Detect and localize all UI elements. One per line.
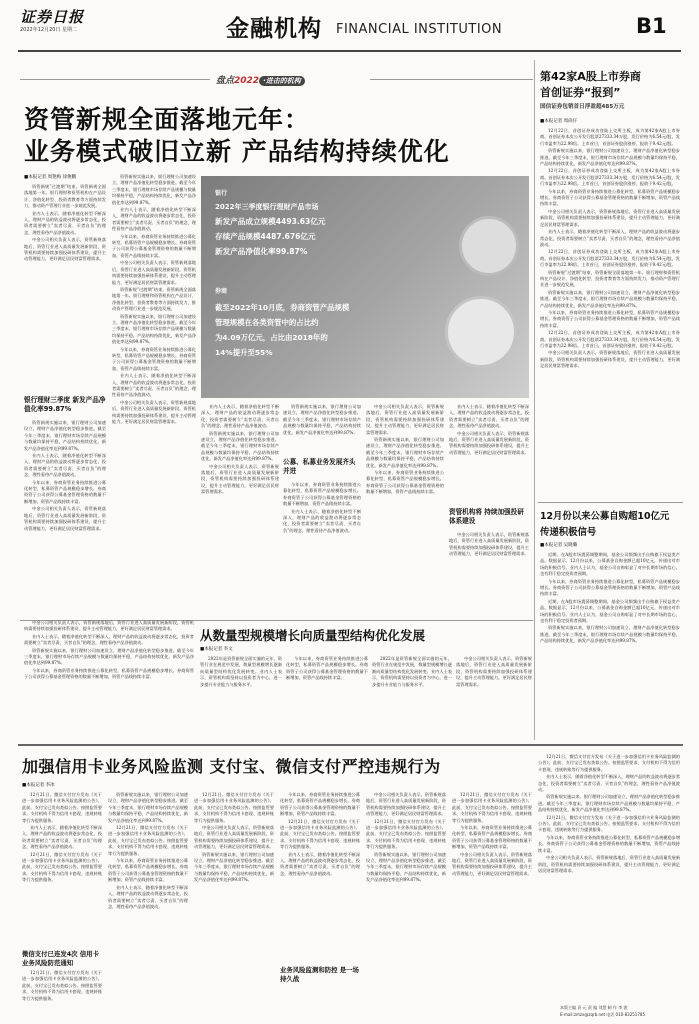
column-divider bbox=[534, 60, 535, 740]
body-paragraph: 中金公司相关负责人表示，资管新规落地后，资管行业进入高质量发展新阶段，资管机构需要持续加强投研体系建设，提升主动管理能力，更好满足居民财富管理需求。 bbox=[452, 851, 532, 876]
bottom-col1 bbox=[22, 792, 102, 948]
banner-text bbox=[216, 73, 305, 86]
bottom-col6 bbox=[452, 792, 532, 1004]
banner-left-rule bbox=[20, 79, 210, 80]
second-col3 bbox=[286, 656, 368, 742]
info-line-3: 存续产品规模4487.676亿元 bbox=[215, 232, 316, 241]
body-paragraph: 中金公司相关负责人表示，资管新规落地后，资管行业进入高质量发展新阶段，资管机构需要持续加强投研体系建设，提升主动管理能力，更好满足居民财富管理需求。 bbox=[538, 855, 680, 873]
main-story bbox=[20, 58, 533, 618]
body-paragraph: 资管新规实施以来，银行理财公司加速设立，理财产品净值化转型稳步推进。截至今年三季度末，银行理财市场存续产品规模与数量均保持平稳，产品结构持续优化，新发产品净值化率达到99.87%。 bbox=[112, 174, 196, 205]
main-byline: ■本报记者 周艳梅 徐俊鹏 bbox=[24, 175, 77, 180]
body-paragraph: 业内人士表示，随着净值化转型不断深入，理财产品的收益波动将逐步常态化，投资者需要树立“卖者尽责、买者自负”的理念，理性看待产品净值波动。 bbox=[24, 453, 106, 478]
small-byline: ■本报记者 吴晓璐 bbox=[540, 543, 578, 548]
small-story bbox=[538, 502, 683, 742]
small-headline-line2: 传递积极信号 bbox=[540, 527, 597, 538]
body-paragraph: 资管新规“过渡期”结束，资管新规全面落地第一年。银行理财和资管机构在产品设计、净值化转型、投资者教育等方面持续发力，推动资产管理行业进一步规范发展。 bbox=[112, 286, 196, 312]
series-banner bbox=[20, 72, 533, 88]
small-headline-line1: 12月份以来公募自购超10亿元 bbox=[540, 511, 670, 522]
bottom-byline: ■本报记者 李冰 bbox=[22, 783, 55, 788]
body-paragraph: 近期，在A股市场震荡调整期间，基金公司频频出手自购旗下权益类产品。数据显示，12月份以来，公募基金自购金额已超10亿元，传递出对市场的积极信号。业内人士认为，基金公司自购彰显了对中长期市场的信心，也有利于稳定投资者预期。 bbox=[540, 552, 680, 577]
body-paragraph: 2022年是资管新规全面实施的元年，资管行业在规范中发展，数量型规模增长逐渐向质量型结构优化发展转变。业内人士表示，资管机构需坚持以投资者为中心，进一步提升专业能力与服务水平。 bbox=[372, 656, 452, 687]
body-paragraph: 中金公司相关负责人表示，资管新规落地后，资管行业进入高质量发展新阶段，资管机构需要持续加强投研体系建设，提升主动管理能力，更好满足居民财富管理需求。 bbox=[24, 237, 106, 262]
body-paragraph: 中金公司相关负责人表示，资管新规落地后，资管行业进入高质量发展新阶段，资管机构需要持续加强投研体系建设，提升主动管理能力，更好满足居民财富管理需求。 bbox=[194, 825, 274, 850]
body-paragraph: 12月22日，首创证券成功登陆上交所主板，成为第42家A股上市券商。首创证券本次公开发行股票27333.34万股，发行价格为6.54元/股，发行市盈率为22.98倍。上市首日，首创证券股价涨停，报收于9.42元/股。 bbox=[540, 249, 680, 268]
main-col4-body-lower bbox=[283, 482, 361, 616]
coin-shape bbox=[445, 296, 517, 368]
bottom-story bbox=[18, 744, 683, 1006]
page-number: B1 bbox=[636, 14, 667, 38]
body-paragraph: 12月21日，微信支付官方发布《关于进一步加强信用卡业务风险监测的公告》。此前，支付宝已发布类似公告。按照监管要求，支付机构不得为信用卡套现、违规转账等行为提供服务。 bbox=[538, 814, 680, 833]
bottom-story-rule bbox=[18, 744, 683, 746]
main-headline-line1: 资管新规全面落地元年： bbox=[24, 105, 311, 134]
body-paragraph: 12月21日，微信支付官方发布《关于进一步加强信用卡业务风险监测的公告》。此前，支付宝已发布类似公告。按照监管要求，支付机构不得为信用卡套现、违规转账等行为提供服务。 bbox=[452, 792, 532, 823]
body-paragraph: 资管新规实施以来，银行理财公司加速设立，理财产品净值化转型稳步推进。截至今年三季度末，银行理财市场存续产品规模与数量均保持平稳，产品结构持续优化，新发产品净值化率达到99.87%。 bbox=[24, 647, 194, 666]
footer-editor: 本版主编 袁 元 责 编 刘慧 制 作 李 波 bbox=[560, 1005, 628, 1010]
body-paragraph: 今年以来，券商资管业务持续推进公募化转型，私募资管产品规模稳步增长。券商资管子公司获得公募基金管理资格的数量不断增加，资管产品线持续丰富。 bbox=[286, 656, 368, 681]
bottom-headline: 加强信用卡业务风险监测 支付宝、微信支付严控违规行为 bbox=[22, 757, 441, 776]
body-paragraph: 资管新规“过渡期”结束，资管新规全面落地第一年。银行理财和资管机构在产品设计、净值化转型、投资者教育等方面持续发力，推动资产管理行业进一步规范发展。 bbox=[540, 269, 680, 288]
body-paragraph: 资管新规实施以来，银行理财公司加速设立，理财产品净值化转型稳步推进。截至今年三季度末，银行理财市场存续产品规模与数量均保持平稳，产品结构持续优化，新发产品净值化率达到99.87%。 bbox=[540, 289, 680, 308]
subhead-1: 银行理财三季度 新发产品净值化率99.87% bbox=[24, 396, 106, 413]
info-graphic bbox=[201, 176, 529, 398]
banner-right-rule bbox=[370, 79, 533, 80]
body-paragraph: 业内人士表示，随着净值化转型不断深入，理财产品的收益波动将逐步常态化，投资者需要树立“卖者尽责、买者自负”的理念，理性看待产品净值波动。 bbox=[538, 774, 680, 793]
body-paragraph: 资管新规实施以来，银行理财公司加速设立，理财产品净值化转型稳步推进。截至今年三季度末，银行理财市场存续产品规模与数量均保持平稳，产品结构持续优化，新发产品净值化率达到99.87%。 bbox=[194, 851, 274, 883]
second-col1 bbox=[24, 620, 194, 742]
body-paragraph: 今年以来，券商资管业务持续推进公募化转型，私募资管产品规模稳步增长。券商资管子公司获得公募基金管理资格的数量不断增加，资管产品线持续丰富。 bbox=[283, 482, 361, 507]
main-col3-body bbox=[201, 404, 279, 616]
main-intro-col1 bbox=[24, 184, 106, 394]
body-paragraph: 资管新规实施以来，银行理财公司加速设立，理财产品净值化转型稳步推进。截至今年三季度末，银行理财市场存续产品规模与数量均保持平稳，产品结构持续优化，新发产品净值化率达到99.87%。 bbox=[538, 794, 680, 813]
body-paragraph: 业内人士表示，随着净值化转型不断深入，理财产品的收益波动将逐步常态化，投资者需要树立“卖者尽责、买者自负”的理念，理性看待产品净值波动。 bbox=[22, 825, 102, 850]
body-paragraph: 12月21日，微信支付官方发布《关于进一步加强信用卡业务风险监测的公告》。此前，支付宝已发布类似公告。按照监管要求，支付机构不得为信用卡套现、违规转账等行为提供服务。 bbox=[538, 754, 680, 772]
banner-prefix: 盘点 bbox=[216, 76, 235, 86]
info-line-8: 14%提升至55% bbox=[215, 348, 273, 357]
body-paragraph: 12月21日，微信支付官方发布《关于进一步加强信用卡业务风险监测的公告》。此前，支付宝已发布类似公告。按照监管要求，支付机构不得为信用卡套现、违规转账等行为提供服务。 bbox=[22, 792, 102, 823]
body-paragraph: 中金公司相关负责人表示，资管新规落地后，资管行业进入高质量发展新阶段，资管机构需要持续加强投研体系建设，提升主动管理能力，更好满足居民财富管理需求。 bbox=[24, 620, 194, 632]
bottom-col7 bbox=[538, 754, 680, 984]
main-col2-body bbox=[112, 174, 196, 616]
bottom-col4 bbox=[280, 792, 360, 964]
body-paragraph: 中金公司相关负责人表示，资管新规落地后，资管行业进入高质量发展新阶段，资管机构需要持续加强投研体系建设，提升主动管理能力，更好满足居民财富管理需求。 bbox=[366, 404, 444, 435]
body-paragraph: 中金公司相关负责人表示，资管新规落地后，资管行业进入高质量发展新阶段，资管机构需要持续加强投研体系建设，提升主动管理能力，更好满足居民财富管理需求。 bbox=[366, 792, 446, 817]
info-line-6: 管理规模在各类资管中的占比约 bbox=[215, 318, 319, 327]
main-col4-body bbox=[283, 404, 361, 456]
body-paragraph: 业内人士表示，随着净值化转型不断深入，理财产品的收益波动将逐步常态化，投资者需要树立“卖者尽责、买者自负”的理念，理性看待产品净值波动。 bbox=[24, 210, 106, 235]
badge-broker: 券商 bbox=[215, 288, 228, 295]
body-paragraph: 资管新规实施以来，银行理财公司加速设立，理财产品净值化转型稳步推进。截至今年三季度末，银行理财市场存续产品规模与数量均保持平稳，产品结构持续优化，新发产品净值化率达到99.87%。 bbox=[540, 148, 680, 167]
footer-contact: E-mail:zmzx@zqrb.net 电话 010-83251785 bbox=[560, 1012, 645, 1017]
body-paragraph: 业内人士表示，随着净值化转型不断深入，理财产品的收益波动将逐步常态化，投资者需要树立“卖者尽责、买者自负”的理念，理性看待产品净值波动。 bbox=[108, 884, 188, 909]
body-paragraph: 业内人士表示，随着净值化转型不断深入，理财产品的收益波动将逐步常态化，投资者需要树立“卖者尽责、买者自负”的理念，理性看待产品净值波动。 bbox=[201, 404, 279, 429]
main-col1-body bbox=[24, 420, 106, 616]
bottom-col1-lower bbox=[22, 970, 102, 1004]
masthead bbox=[0, 0, 699, 58]
body-paragraph: 中金公司相关负责人表示，资管新规落地后，资管行业进入高质量发展新阶段，资管机构需要持续加强投研体系建设，提升主动管理能力，更好满足居民财富管理需求。 bbox=[449, 532, 529, 557]
info-line-7: 为4.09万亿元，占比由2018年的 bbox=[215, 333, 328, 342]
bottom-subhead-1: 微信支付已连发4次 信用卡业务风险防范通知 bbox=[22, 950, 99, 967]
body-paragraph: 今年以来，券商资管业务持续推进公募化转型，私募资管产品规模稳步增长。券商资管子公司获得公募基金管理资格的数量不断增加，资管产品线持续丰富。 bbox=[24, 667, 194, 680]
body-paragraph: 12月21日，微信支付官方发布《关于进一步加强信用卡业务风险监测的公告》。此前，支付宝已发布类似公告。按照监管要求，支付机构不得为信用卡套现、违规转账等行为提供服务。 bbox=[194, 792, 274, 823]
date-line: 2022年12月20日 星期二 bbox=[20, 27, 78, 33]
body-paragraph: 今年以来，券商资管业务持续推进公募化转型，私募资管产品规模稳步增长。券商资管子公司获得公募基金管理资格的数量不断增加，资管产品线持续丰富。 bbox=[538, 834, 680, 853]
bottom-subhead-2: 业务风险监测和防控 是一场持久战 bbox=[280, 966, 359, 983]
info-line-5: 截至2022年10月底，券商资管产品规模 bbox=[215, 303, 350, 312]
body-paragraph: 今年以来，券商资管业务持续推进公募化转型，私募资管产品规模稳步增长。券商资管子公司获得公募基金管理资格的数量不断增加，资管产品线持续丰富。 bbox=[280, 792, 360, 817]
body-paragraph: 资管新规实施以来，银行理财公司加速设立，理财产品净值化转型稳步推进。截至今年三季度末，银行理财市场存续产品规模与数量均保持平稳，产品结构持续优化，新发产品净值化率达到99.87%。 bbox=[108, 792, 188, 823]
main-col5-body bbox=[366, 404, 444, 616]
body-paragraph: 今年以来，券商资管业务持续推进公募化转型，私募资管产品规模稳步增长。券商资管子公司获得公募基金管理资格的数量不断增加，资管产品线持续丰富。 bbox=[24, 479, 106, 504]
body-paragraph: 12月21日，微信支付官方发布《关于进一步加强信用卡业务风险监测的公告》。此前，支付宝已发布类似公告。按照监管要求，支付机构不得为信用卡套现、违规转账等行为提供服务。 bbox=[22, 970, 102, 1001]
body-paragraph: 12月22日，首创证券成功登陆上交所主板，成为第42家A股上市券商。首创证券本次公开发行股票27333.34万股，发行价格为6.54元/股，发行市盈率为22.98倍。上市首日，首创证券股价涨停，报收于9.42元/股。 bbox=[540, 128, 680, 146]
body-paragraph: 业内人士表示，随着净值化转型不断深入，理财产品的收益波动将逐步常态化，投资者需要树立“卖者尽责、买者自负”的理念，理性看待产品净值波动。 bbox=[112, 207, 196, 232]
body-paragraph: 12月21日，微信支付官方发布《关于进一步加强信用卡业务风险监测的公告》。此前，支付宝已发布类似公告。按照监管要求，支付机构不得为信用卡套现、违规转账等行为提供服务。 bbox=[22, 851, 102, 883]
body-paragraph: 今年以来，券商资管业务持续推进公募化转型，私募资管产品规模稳步增长。券商资管子公司获得公募基金管理资格的数量不断增加，资管产品线持续丰富。 bbox=[540, 578, 680, 597]
body-paragraph: 业内人士表示，随着净值化转型不断深入，理财产品的收益波动将逐步常态化，投资者需要树立“卖者尽责、买者自负”的理念，理性看待产品净值波动。 bbox=[283, 508, 361, 533]
body-paragraph: 今年以来，券商资管业务持续推进公募化转型，私募资管产品规模稳步增长。券商资管子公司获得公募基金管理资格的数量不断增加，资管产品线持续丰富。 bbox=[540, 309, 680, 328]
second-col4 bbox=[372, 656, 452, 742]
side-subheadline: 国信证券包销首日浮盈超485万元 bbox=[540, 104, 625, 110]
body-paragraph: 中金公司相关负责人表示，资管新规落地后，资管行业进入高质量发展新阶段，资管机构需要持续加强投研体系建设，提升主动管理能力，更好满足居民财富管理需求。 bbox=[24, 506, 106, 531]
body-paragraph: 12月22日，首创证券成功登陆上交所主板，成为第42家A股上市券商。首创证券本次公开发行股票27333.34万股，发行价格为6.54元/股，发行市盈率为22.98倍。上市首日，首创证券股价涨停，报收于9.42元/股。 bbox=[540, 168, 680, 187]
body-paragraph: 业内人士表示，随着净值化转型不断深入，理财产品的收益波动将逐步常态化，投资者需要树立“卖者尽责、买者自负”的理念，理性看待产品净值波动。 bbox=[280, 851, 360, 876]
second-headline: 从数量型规模增长向质量型结构优化发展 bbox=[200, 628, 426, 643]
body-paragraph: 业内人士表示，随着净值化转型不断深入，理财产品的收益波动将逐步常态化，投资者需要树立“卖者尽责、买者自负”的理念，理性看待产品净值波动。 bbox=[112, 373, 196, 398]
body-paragraph: 中金公司相关负责人表示，资管新规落地后，资管行业进入高质量发展新阶段，资管机构需要持续加强投研体系建设，提升主动管理能力，更好满足居民财富管理需求。 bbox=[112, 260, 196, 285]
body-paragraph: 资管新规实施以来，银行理财公司加速设立，理财产品净值化转型稳步推进。截至今年三季度末，银行理财市场存续产品规模与数量均保持平稳，产品结构持续优化，新发产品净值化率达到99.87%。 bbox=[112, 313, 196, 345]
subhead-3: 资管机构将 持续加强投研体系建设 bbox=[449, 508, 524, 525]
body-paragraph: 12月21日，微信支付官方发布《关于进一步加强信用卡业务风险监测的公告》。此前，支付宝已发布类似公告。按照监管要求，支付机构不得为信用卡套现、违规转账等行为提供服务。 bbox=[366, 818, 446, 850]
body-paragraph: 中金公司相关负责人表示，资管新规落地后，资管行业进入高质量发展新阶段，资管机构需要持续加强投研体系建设，提升主动管理能力，更好满足居民财富管理需求。 bbox=[449, 430, 529, 455]
body-paragraph: 中金公司相关负责人表示，资管新规落地后，资管行业进入高质量发展新阶段，资管机构需要持续加强投研体系建设，提升主动管理能力，更好满足居民财富管理需求。 bbox=[456, 656, 532, 687]
second-story bbox=[20, 620, 533, 742]
side-story bbox=[538, 60, 683, 500]
section-name-en: FINANCIAL INSTITUTION bbox=[336, 22, 503, 37]
body-paragraph: 今年以来，券商资管业务持续推进公募化转型，私募资管产品规模稳步增长。券商资管子公司获得公募基金管理资格的数量不断增加，资管产品线持续丰富。 bbox=[112, 233, 196, 258]
coin-shape bbox=[459, 216, 519, 276]
body-paragraph: 中金公司相关负责人表示，资管新规落地后，资管行业进入高质量发展新阶段，资管机构需要持续加强投研体系建设，提升主动管理能力，更好满足居民财富管理需求。 bbox=[112, 399, 196, 425]
body-paragraph: 资管新规实施以来，银行理财公司加速设立，理财产品净值化转型稳步推进。截至今年三季度末，银行理财市场存续产品规模与数量均保持平稳，产品结构持续优化，新发产品净值化率达到99.87%。 bbox=[366, 437, 444, 468]
body-paragraph: 资管新规实施以来，银行理财公司加速设立，理财产品净值化转型稳步推进。截至今年三季度末，银行理财市场存续产品规模与数量均保持平稳，产品结构持续优化，新发产品净值化率达到99.87%。 bbox=[201, 430, 279, 462]
body-paragraph: 2022年是资管新规全面实施的元年，资管行业在规范中发展，数量型规模增长逐渐向质量型结构优化发展转变。业内人士表示，资管机构需坚持以投资者为中心，进一步提升专业能力与服务水平。 bbox=[200, 656, 282, 687]
coin-stack-graphic bbox=[439, 206, 519, 376]
bottom-col3 bbox=[194, 792, 274, 1004]
main-headline-line2: 业务模式破旧立新 产品结构持续优化 bbox=[24, 137, 450, 166]
body-paragraph: 今年以来，券商资管业务持续推进公募化转型，私募资管产品规模稳步增长。券商资管子公司获得公募基金管理资格的数量不断增加，资管产品线持续丰富。 bbox=[452, 825, 532, 850]
banner-suffix: ·进击的机构 bbox=[259, 76, 305, 86]
info-line-1: 2022年三季度银行理财产品市场 bbox=[215, 203, 319, 211]
section-name: 金融机构 bbox=[226, 16, 322, 42]
body-paragraph: 12月22日，首创证券成功登陆上交所主板，成为第42家A股上市券商。首创证券本次公开发行股票27333.34万股，发行价格为6.54元/股，发行市盈率为22.98倍。上市首日，首创证券股价涨停，报收于9.42元/股。 bbox=[540, 330, 680, 348]
body-paragraph: 今年以来，券商资管业务持续推进公募化转型，私募资管产品规模稳步增长。券商资管子公司获得公募基金管理资格的数量不断增加，资管产品线持续丰富。 bbox=[540, 188, 680, 207]
body-paragraph: 资管新规实施以来，银行理财公司加速设立，理财产品净值化转型稳步推进。截至今年三季度末，银行理财市场存续产品规模与数量均保持平稳，产品结构持续优化，新发产品净值化率达到99.87%。 bbox=[24, 420, 106, 451]
side-body bbox=[540, 128, 680, 498]
side-headline-line2: 首创证券“报到” bbox=[540, 86, 621, 99]
side-byline: ■本报记者 周尚仔 bbox=[540, 119, 578, 124]
body-paragraph: 资管新规实施以来，银行理财公司加速设立，理财产品净值化转型稳步推进。截至今年三季度末，银行理财市场存续产品规模与数量均保持平稳，产品结构持续优化，新发产品净值化率达到99.87%。 bbox=[283, 404, 361, 435]
bottom-col2 bbox=[108, 792, 188, 1004]
body-paragraph: 资管新规实施以来，银行理财公司加速设立，理财产品净值化转型稳步推进。截至今年三季度末，银行理财市场存续产品规模与数量均保持平稳，产品结构持续优化，新发产品净值化率达到99.87%。 bbox=[540, 625, 680, 644]
body-paragraph: 业内人士表示，随着净值化转型不断深入，理财产品的收益波动将逐步常态化，投资者需要树立“卖者尽责、买者自负”的理念，理性看待产品净值波动。 bbox=[449, 404, 529, 429]
body-paragraph: 今年以来，券商资管业务持续推进公募化转型，私募资管产品规模稳步增长。券商资管子公司获得公募基金管理资格的数量不断增加，资管产品线持续丰富。 bbox=[366, 470, 444, 495]
main-col6-body bbox=[449, 404, 529, 504]
body-paragraph: 12月21日，微信支付官方发布《关于进一步加强信用卡业务风险监测的公告》。此前，支付宝已发布类似公告。按照监管要求，支付机构不得为信用卡套现、违规转账等行为提供服务。 bbox=[280, 818, 360, 850]
body-paragraph: 中金公司相关负责人表示，资管新规落地后，资管行业进入高质量发展新阶段，资管机构需要持续加强投研体系建设，提升主动管理能力，更好满足居民财富管理需求。 bbox=[540, 208, 680, 227]
second-byline: ■本报记者 李文 bbox=[200, 647, 233, 652]
second-col5 bbox=[456, 656, 532, 742]
paper-logo: 证券日报 bbox=[20, 8, 85, 26]
main-col6-body-lower bbox=[449, 532, 529, 616]
small-body bbox=[540, 552, 680, 742]
intro-paragraph: 资管新规“过渡期”结束，资管新规全面落地第一年。银行理财和资管机构在产品设计、净值化转型、投资者教育等方面持续发力，推动资产管理行业进一步规范发展。 bbox=[24, 184, 106, 209]
body-paragraph: 今年以来，券商资管业务持续推进公募化转型，私募资管产品规模稳步增长。券商资管子公司获得公募基金管理资格的数量不断增加，资管产品线持续丰富。 bbox=[112, 346, 196, 371]
body-paragraph: 今年以来，券商资管业务持续推进公募化转型，私募资管产品规模稳步增长。券商资管子公司获得公募基金管理资格的数量不断增加，资管产品线持续丰富。 bbox=[108, 858, 188, 883]
masthead-rule bbox=[18, 50, 681, 52]
info-line-4: 新发产品净值化率99.87% bbox=[215, 247, 308, 256]
footer bbox=[560, 1005, 684, 1023]
body-paragraph: 中金公司相关负责人表示，资管新规落地后，资管行业进入高质量发展新阶段，资管机构需要持续加强投研体系建设，提升主动管理能力，更好满足居民财富管理需求。 bbox=[540, 350, 680, 369]
second-col2 bbox=[200, 656, 282, 742]
body-paragraph: 中金公司相关负责人表示，资管新规落地后，资管行业进入高质量发展新阶段，资管机构需要持续加强投研体系建设，提升主动管理能力，更好满足居民财富管理需求。 bbox=[201, 463, 279, 495]
side-headline-line1: 第42家A股上市券商 bbox=[540, 70, 641, 83]
subhead-2: 公募、私募业务发展齐头并进 bbox=[283, 458, 356, 475]
small-story-rule bbox=[538, 502, 683, 503]
body-paragraph: 业内人士表示，随着净值化转型不断深入，理财产品的收益波动将逐步常态化，投资者需要树立“卖者尽责、买者自负”的理念，理性看待产品净值波动。 bbox=[24, 633, 194, 646]
bottom-col5 bbox=[366, 792, 446, 1004]
body-paragraph: 近期，在A股市场震荡调整期间，基金公司频频出手自购旗下权益类产品。数据显示，12月份以来，公募基金自购金额已超10亿元，传递出对市场的积极信号。业内人士认为，基金公司自购彰显了对中长期市场的信心，也有利于稳定投资者预期。 bbox=[540, 598, 680, 624]
badge-bank: 银行 bbox=[215, 190, 228, 197]
body-paragraph: 业内人士表示，随着净值化转型不断深入，理财产品的收益波动将逐步常态化，投资者需要树立“卖者尽责、买者自负”的理念，理性看待产品净值波动。 bbox=[540, 229, 680, 247]
banner-year: 2022 bbox=[234, 76, 260, 86]
body-paragraph: 资管新规实施以来，银行理财公司加速设立，理财产品净值化转型稳步推进。截至今年三季度末，银行理财市场存续产品规模与数量均保持平稳，产品结构持续优化，新发产品净值化率达到99.87%。 bbox=[366, 851, 446, 883]
info-line-2: 新发产品成立规模4493.63亿元 bbox=[215, 217, 326, 226]
body-paragraph: 12月21日，微信支付官方发布《关于进一步加强信用卡业务风险监测的公告》。此前，支付宝已发布类似公告。按照监管要求，支付机构不得为信用卡套现、违规转账等行为提供服务。 bbox=[108, 825, 188, 856]
